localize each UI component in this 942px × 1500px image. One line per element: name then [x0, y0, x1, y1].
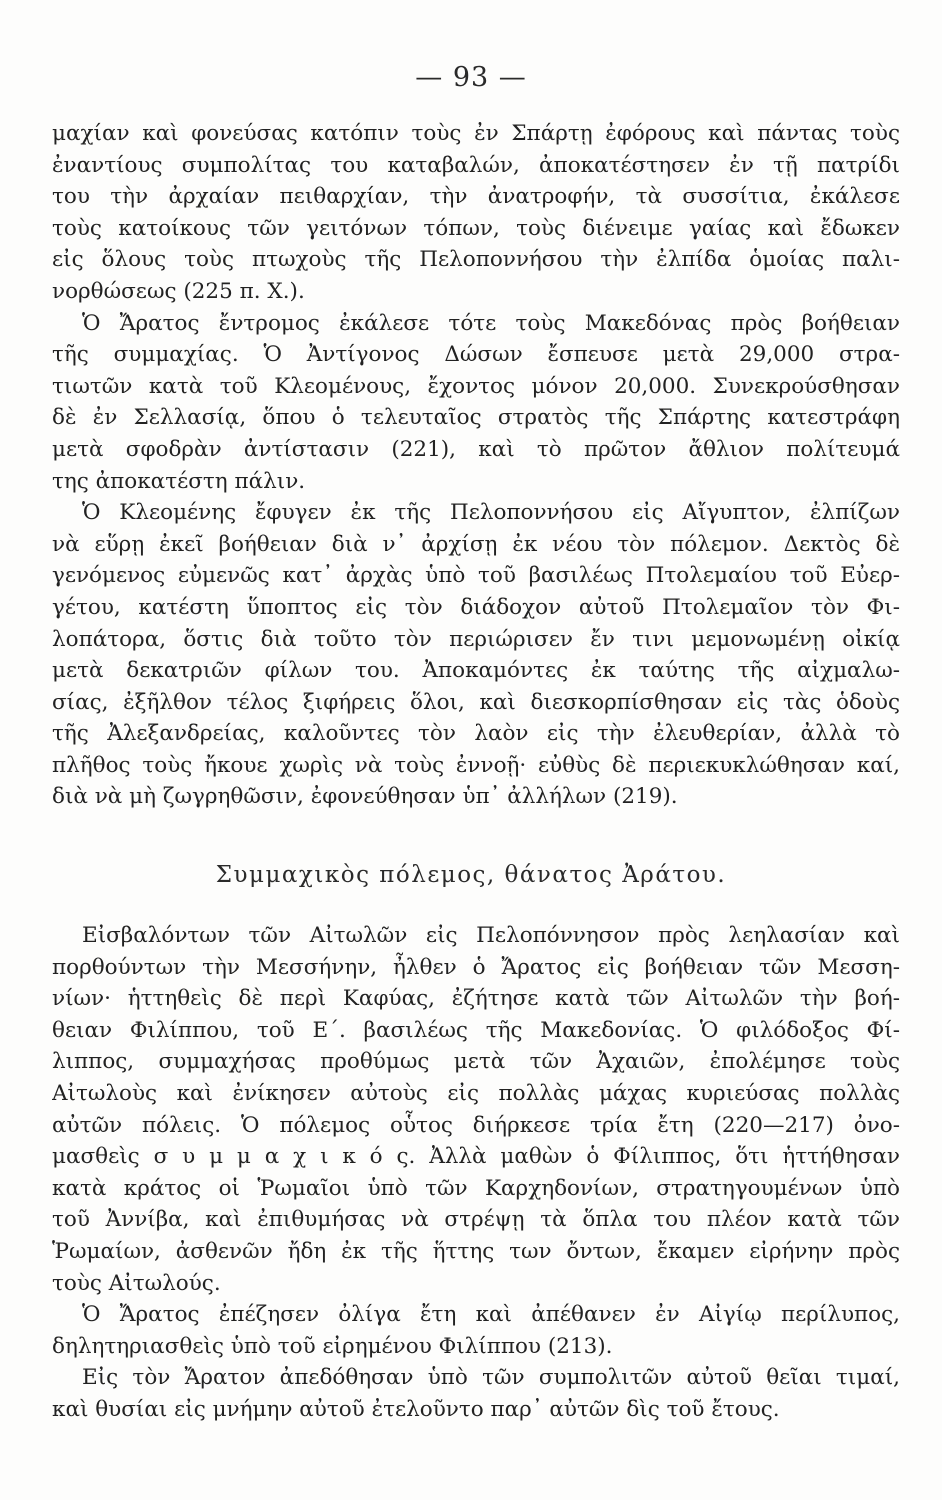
text-line: δὲ ἐν Σελλασίᾳ, ὅπου ὁ τελευταῖος στρατὸς τῆς Σπάρτης κατεστράφη — [52, 405, 900, 431]
text-line: αὐτῶν πόλεις. Ὁ πόλεμος οὗτος διήρκεσε τρία ἔτη (220—217) ὀνο- — [52, 1112, 900, 1138]
text-line: δηλητηριασθεὶς ὑπὸ τοῦ εἰρημένου Φιλίππου (213). — [52, 1333, 613, 1359]
section-heading: Συμμαχικὸς πόλεμος, θάνατος Ἀράτου. — [215, 862, 727, 888]
text-line: κατὰ κράτος οἱ Ῥωμαῖοι ὑπὸ τῶν Καρχηδονίων, στρατηγουμένων ὑπὸ — [52, 1175, 900, 1201]
text-line: μασθεὶς σ υ μ μ α χ ι κ ό ς. Ἀλλὰ μαθὼν ὁ Φίλιππος, ὅτι ἡττήθησαν — [52, 1144, 900, 1170]
text-line: Αἰτωλοὺς καὶ ἐνίκησεν αὐτοὺς εἰς πολλὰς μάχας κυριεύσας πολλὰς — [52, 1080, 900, 1106]
text-line: θειαν Φιλίππου, τοῦ Ε΄. βασιλέως τῆς Μακεδονίας. Ὁ φιλόδοξος Φί- — [52, 1017, 900, 1043]
text-line: πορθούντων τὴν Μεσσήνην, ἦλθεν ὁ Ἄρατος εἰς βοήθειαν τῶν Μεσση- — [52, 954, 900, 980]
text-line: γέτου, κατέστη ὕποπτος εἰς τὸν διάδοχον αὐτοῦ Πτολεμαῖον τὸν Φι- — [52, 594, 900, 620]
text-line: λιππος, συμμαχήσας προθύμως μετὰ τῶν Ἀχαιῶν, ἐπολέμησε τοὺς — [52, 1049, 900, 1075]
text-line: Εἰσβαλόντων τῶν Αἰτωλῶν εἰς Πελοπόννησον πρὸς λεηλασίαν καὶ — [82, 923, 900, 948]
text-line: γενόμενος εὐμενῶς κατ᾿ ἀρχὰς ὑπὸ τοῦ βασιλέως Πτολεμαίου τοῦ Εὐερ- — [52, 563, 900, 589]
body-text-upper — [52, 118, 900, 813]
text-line: τῆς συμμαχίας. Ὁ Ἀντίγονος Δώσων ἔσπευσε μετὰ 29,000 στρα- — [52, 342, 900, 368]
text-line: σίας, ἐξῆλθον τέλος ξιφήρεις ὅλοι, καὶ διεσκορπίσθησαν εἰς τὰς ὁδοὺς — [52, 689, 900, 715]
text-line: καὶ θυσίαι εἰς μνήμην αὐτοῦ ἐτελοῦντο παρ᾿ αὐτῶν δὶς τοῦ ἔτους. — [52, 1396, 780, 1422]
text-line: Εἰς τὸν Ἄρατον ἀπεδόθησαν ὑπὸ τῶν συμπολιτῶν αὐτοῦ θεῖαι τιμαί, — [82, 1365, 900, 1391]
text-line: Ὁ Ἄρατος ἔντρομος ἐκάλεσε τότε τοὺς Μακεδόνας πρὸς βοήθειαν — [82, 310, 900, 336]
text-line: εἰς ὅλους τοὺς πτωχοὺς τῆς Πελοποννήσου τὴν ἐλπίδα ὁμοίας παλι- — [52, 247, 900, 273]
page-number: — 93 — — [415, 62, 527, 93]
body-text-lower — [52, 920, 900, 1426]
text-line: τοῦ Ἀννίβα, καὶ ἐπιθυμήσας νὰ στρέψῃ τὰ ὅπλα του πλέον κατὰ τῶν — [52, 1207, 900, 1233]
text-line: μετὰ σφοδρὰν ἀντίστασιν (221), καὶ τὸ πρῶτον ἄθλιον πολίτευμά — [52, 436, 900, 462]
text-line: νορθώσεως (225 π. Χ.). — [52, 278, 305, 304]
text-line: τιωτῶν κατὰ τοῦ Κλεομένους, ἔχοντος μόνον 20,000. Συνεκρούσθησαν — [52, 373, 900, 399]
text-line: λοπάτορα, ὅστις διὰ τοῦτο τὸν περιώρισεν ἔν τινι μεμονωμένῃ οἰκίᾳ — [52, 626, 900, 652]
text-line: Ὁ Κλεομένης ἔφυγεν ἐκ τῆς Πελοποννήσου εἰς Αἴγυπτον, ἐλπίζων — [82, 500, 900, 526]
text-line: Ὁ Ἄρατος ἐπέζησεν ὀλίγα ἔτη καὶ ἀπέθανεν ἐν Αἰγίῳ περίλυπος, — [82, 1302, 900, 1328]
text-line: της ἀποκατέστη πάλιν. — [52, 468, 306, 494]
text-line: μετὰ δεκατριῶν φίλων του. Ἀποκαμόντες ἐκ ταύτης τῆς αἰχμαλω- — [52, 658, 900, 684]
text-line: τοὺς κατοίκους τῶν γειτόνων τόπων, τοὺς διένειμε γαίας καὶ ἔδωκεν — [52, 215, 900, 241]
text-line: μαχίαν καὶ φονεύσας κατόπιν τοὺς ἐν Σπάρτῃ ἐφόρους καὶ πάντας τοὺς — [52, 121, 900, 146]
text-line: πλῆθος τοὺς ἤκουε χωρὶς νὰ τοὺς ἐννοῇ· εὐθὺς δὲ περιεκυκλώθησαν καί, — [52, 752, 900, 778]
text-line: τοὺς Αἰτωλούς. — [52, 1270, 221, 1296]
text-line: διὰ νὰ μὴ ζωγρηθῶσιν, ἐφονεύθησαν ὑπ᾿ ἀλλήλων (219). — [52, 784, 678, 810]
text-line: τῆς Ἀλεξανδρείας, καλοῦντες τὸν λαὸν εἰς τὴν ἐλευθερίαν, ἀλλὰ τὸ — [52, 721, 900, 747]
text-line: ἐναντίους συμπολίτας του καταβαλών, ἀποκατέστησεν ἐν τῇ πατρίδι — [52, 152, 900, 178]
text-line: του τὴν ἀρχαίαν πειθαρχίαν, τὴν ἀνατροφήν, τὰ συσσίτια, ἐκάλεσε — [52, 184, 900, 210]
text-line: Ῥωμαίων, ἀσθενῶν ἤδη ἐκ τῆς ἥττης των ὄντων, ἔκαμεν εἰρήνην πρὸς — [52, 1238, 900, 1264]
text-line: νίων· ἡττηθεὶς δὲ περὶ Καφύας, ἐζήτησε κατὰ τῶν Αἰτωλῶν τὴν βοή- — [52, 986, 900, 1012]
text-line: νὰ εὕρῃ ἐκεῖ βοήθειαν διὰ ν᾿ ἀρχίσῃ ἐκ νέου τὸν πόλεμον. Δεκτὸς δὲ — [52, 531, 900, 557]
